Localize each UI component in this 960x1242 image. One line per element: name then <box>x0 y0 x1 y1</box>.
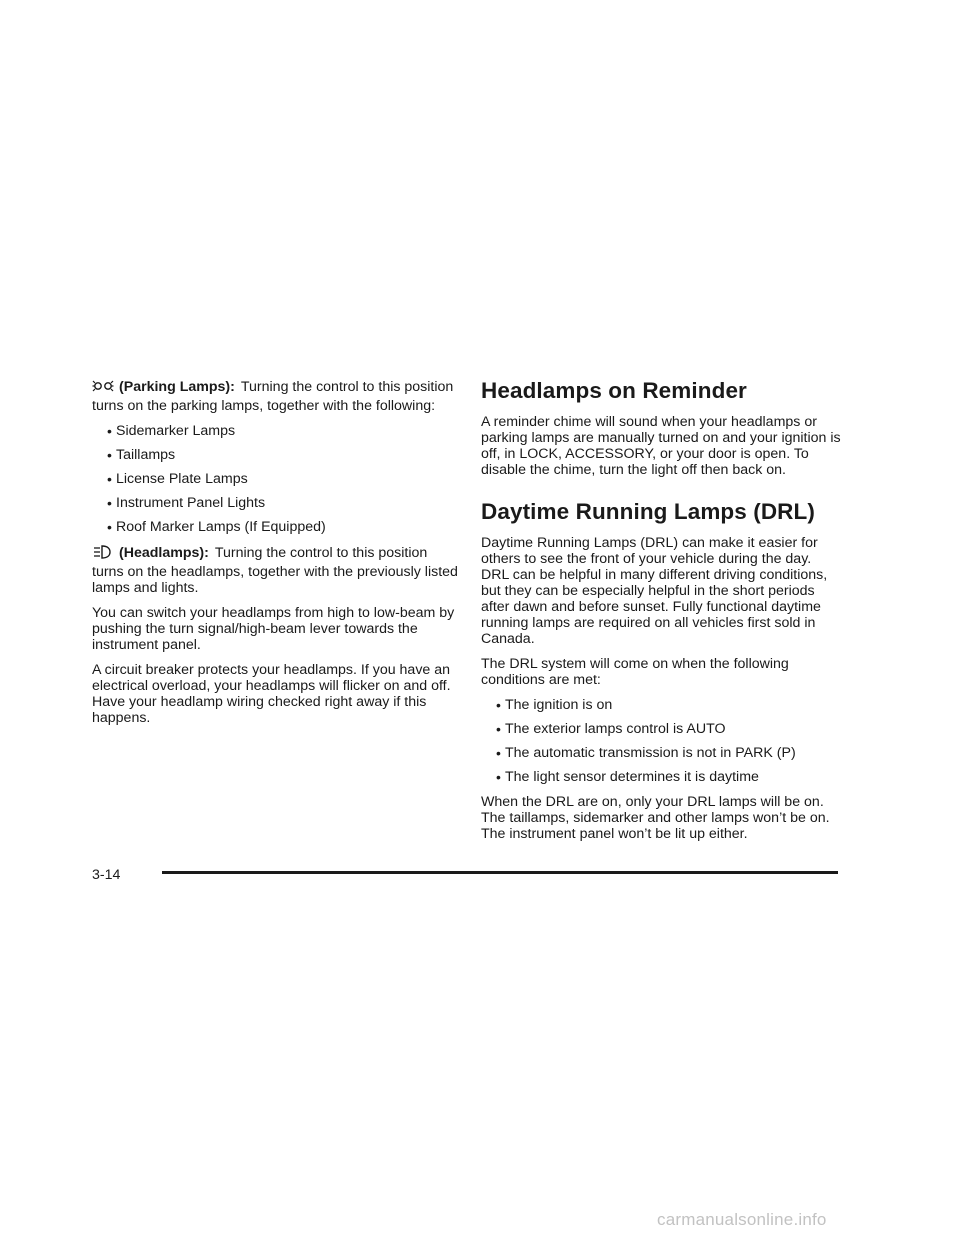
parking-lamps-list <box>92 423 458 535</box>
list-item: • The light sensor determines it is daytime <box>496 769 759 785</box>
drl-paragraph: Daytime Running Lamps (DRL) can make it easier for others to see the front of your vehicle during the day. DRL can be helpful in many different driving conditions, but they can be especially helpful in the short periods after dawn and before sunset. Fully functional daytime running lamps are required on all vehicles first sold in Canada. <box>481 535 828 647</box>
footer-rule <box>162 871 838 874</box>
list-item: • Instrument Panel Lights <box>107 495 266 511</box>
bullet-icon: • <box>107 423 112 439</box>
drl-conditions-list <box>481 697 841 785</box>
bullet-icon: • <box>107 519 112 535</box>
reminder-paragraph: A reminder chime will sound when your headlamps or parking lamps are manually turned on and your ignition is off, in LOCK, ACCESSORY, or your door is open. To disable the chime, turn the light off then back on. <box>481 414 841 478</box>
drl-closing-paragraph: When the DRL are on, only your DRL lamps will be on. The taillamps, sidemarker and other lamps won’t be on. The instrument panel won’t be lit up either. <box>481 794 830 842</box>
bullet-icon: • <box>496 697 501 713</box>
drl-heading: Daytime Running Lamps (DRL) <box>481 499 815 524</box>
bullet-icon: • <box>496 745 501 761</box>
drl-conditions-intro: The DRL system will come on when the following conditions are met: <box>481 656 789 688</box>
bullet-icon: • <box>496 769 501 785</box>
list-item: • Roof Marker Lamps (If Equipped) <box>107 519 326 535</box>
bullet-icon: • <box>107 471 112 487</box>
bullet-icon: • <box>107 495 112 511</box>
headlamp-icon <box>92 544 114 564</box>
parking-lamp-icon <box>92 378 114 398</box>
list-item: • Sidemarker Lamps <box>107 423 236 439</box>
parking-lamps-paragraph <box>92 378 458 414</box>
list-item: • License Plate Lamps <box>107 471 248 487</box>
switch-beams-paragraph: You can switch your headlamps from high to low-beam by pushing the turn signal/high-beam lever towards the instrument panel. <box>92 605 455 653</box>
page-number: 3-14 <box>92 867 121 883</box>
left-column <box>92 378 458 735</box>
list-item: • The automatic transmission is not in PARK (P) <box>496 745 796 761</box>
reminder-heading: Headlamps on Reminder <box>481 378 747 403</box>
headlamps-text: Turning the control to this position turns on the headlamps, together with the previously listed lamps and lights. <box>92 545 458 596</box>
list-item: • The ignition is on <box>496 697 613 713</box>
headlamps-paragraph <box>92 544 458 596</box>
list-item: • Taillamps <box>107 447 176 463</box>
list-item: • The exterior lamps control is AUTO <box>496 721 726 737</box>
bullet-icon: • <box>496 721 501 737</box>
circuit-breaker-paragraph: A circuit breaker protects your headlamps. If you have an electrical overload, your headlamps will flicker on and off. Have your headlamp wiring checked right away if this happens. <box>92 662 451 726</box>
bullet-icon: • <box>107 447 112 463</box>
headlamps-label: (Headlamps): <box>119 545 209 561</box>
right-column <box>481 378 841 851</box>
parking-lamps-label: (Parking Lamps): <box>119 379 235 395</box>
watermark: carmanualsonline.info <box>657 1210 827 1229</box>
parking-lamps-text: Turning the control to this position turns on the parking lamps, together with the following: <box>92 379 454 414</box>
